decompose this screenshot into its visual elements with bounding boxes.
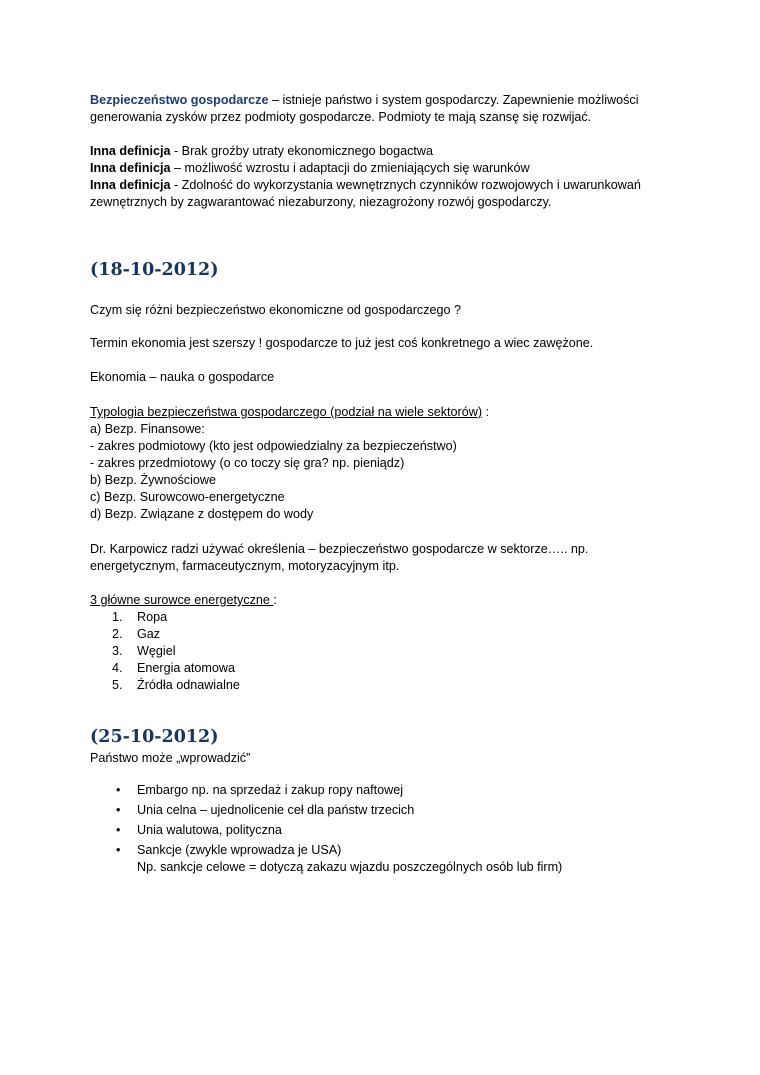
list-item (90, 842, 690, 876)
list-item-text: Unia celna – ujednolicenie ceł dla państw trzecich (137, 803, 415, 817)
intro-term: Bezpieczeństwo gospodarcze (90, 93, 269, 107)
definition-text: - Brak groźby utraty ekonomicznego bogactwa (170, 144, 433, 158)
definition-label: Inna definicja (90, 144, 171, 158)
resources-block (90, 592, 690, 694)
list-number: 1. (112, 610, 123, 624)
list-item (90, 822, 690, 839)
typology-line: - zakres podmiotowy (kto jest odpowiedzialny za bezpieczeństwo) (90, 439, 457, 453)
question-line: Czym się różni bezpieczeństwo ekonomiczne od gospodarczego ? (90, 303, 462, 317)
list-number: 3. (112, 644, 123, 658)
typology-colon: : (482, 405, 490, 419)
ekonomia-definition: Ekonomia – nauka o gospodarce (90, 370, 275, 384)
definition-3 (90, 177, 690, 194)
intro-term-rest: – istnieje państwo i system gospodarczy. Zapewnienie możliwości (268, 93, 639, 107)
list-item-text: Ropa (137, 610, 168, 624)
list-item-text: Węgiel (137, 644, 176, 658)
intro-line-2: generowania zysków przez podmioty gospodarcze. Podmioty te mają szansę się rozwijać. (90, 110, 592, 124)
bullet-icon: • (116, 803, 121, 817)
karpowicz-line-1: Dr. Karpowicz radzi używać określenia – bezpieczeństwo gospodarcze w sektorze….. np. (90, 542, 589, 556)
intro-line-1 (90, 92, 690, 109)
section-heading-2: (25-10-2012) (90, 727, 219, 747)
typology-line: - zakres przedmiotowy (o co toczy się gra? np. pieniądz) (90, 456, 405, 470)
typology-title: Typologia bezpieczeństwa gospodarczego (podział na wiele sektorów) (90, 405, 483, 419)
resources-colon: : (273, 593, 277, 607)
list-item (90, 660, 690, 677)
list-item (90, 802, 690, 819)
karpowicz-paragraph (90, 541, 690, 575)
definition-1 (90, 143, 690, 160)
list-number: 4. (112, 661, 123, 675)
list-item (90, 626, 690, 643)
karpowicz-line-2: energetycznym, farmaceutycznym, motoryzacyjnym itp. (90, 559, 400, 573)
list-number: 5. (112, 678, 123, 692)
list-item-text: Źródła odnawialne (137, 678, 240, 692)
bullet-icon: • (116, 843, 121, 857)
answer-line: Termin ekonomia jest szerszy ! gospodarcze to już jest coś konkretnego a wiec zawężone. (90, 336, 594, 350)
list-item (90, 609, 690, 626)
intro-paragraph (90, 92, 690, 126)
typology-line: b) Bezp. Żywnościowe (90, 473, 216, 487)
bullet-icon: • (116, 783, 121, 797)
bullet-icon: • (116, 823, 121, 837)
resources-title-line (90, 592, 690, 609)
definition-text: - Zdolność do wykorzystania wewnętrznych czynników rozwojowych i uwarunkowań (170, 178, 641, 192)
list-item (90, 643, 690, 660)
section2-intro: Państwo może „wprowadzić” (90, 751, 251, 765)
typology-line: a) Bezp. Finansowe: (90, 422, 205, 436)
resources-list (90, 609, 690, 694)
list-item-text: Sankcje (zwykle wprowadza je USA) (137, 843, 342, 857)
definition-label: Inna definicja (90, 178, 171, 192)
measures-list (90, 782, 690, 879)
resources-title: 3 główne surowce energetyczne (90, 593, 274, 607)
definition-text: – możliwość wzrostu i adaptacji do zmieniających się warunków (170, 161, 530, 175)
list-item (90, 782, 690, 799)
typology-block (90, 404, 690, 523)
definitions-block (90, 143, 690, 211)
section-heading-1: (18-10-2012) (90, 260, 219, 280)
typology-title-line (90, 404, 690, 421)
list-number: 2. (112, 627, 123, 641)
list-item-text: Unia walutowa, polityczna (137, 823, 282, 837)
list-item-text: Energia atomowa (137, 661, 236, 675)
list-item-text: Embargo np. na sprzedaż i zakup ropy naftowej (137, 783, 404, 797)
typology-line: d) Bezp. Związane z dostępem do wody (90, 507, 314, 521)
list-item-continuation: Np. sankcje celowe = dotyczą zakazu wjazdu poszczególnych osób lub firm) (137, 860, 563, 874)
list-item-text: Gaz (137, 627, 161, 641)
typology-line: c) Bezp. Surowcowo-energetyczne (90, 490, 285, 504)
definition-2 (90, 160, 690, 177)
definition-3-cont: zewnętrznych by zagwarantować niezaburzony, niezagrożony rozwój gospodarczy. (90, 195, 552, 209)
list-item (90, 677, 690, 694)
definition-label: Inna definicja (90, 161, 171, 175)
